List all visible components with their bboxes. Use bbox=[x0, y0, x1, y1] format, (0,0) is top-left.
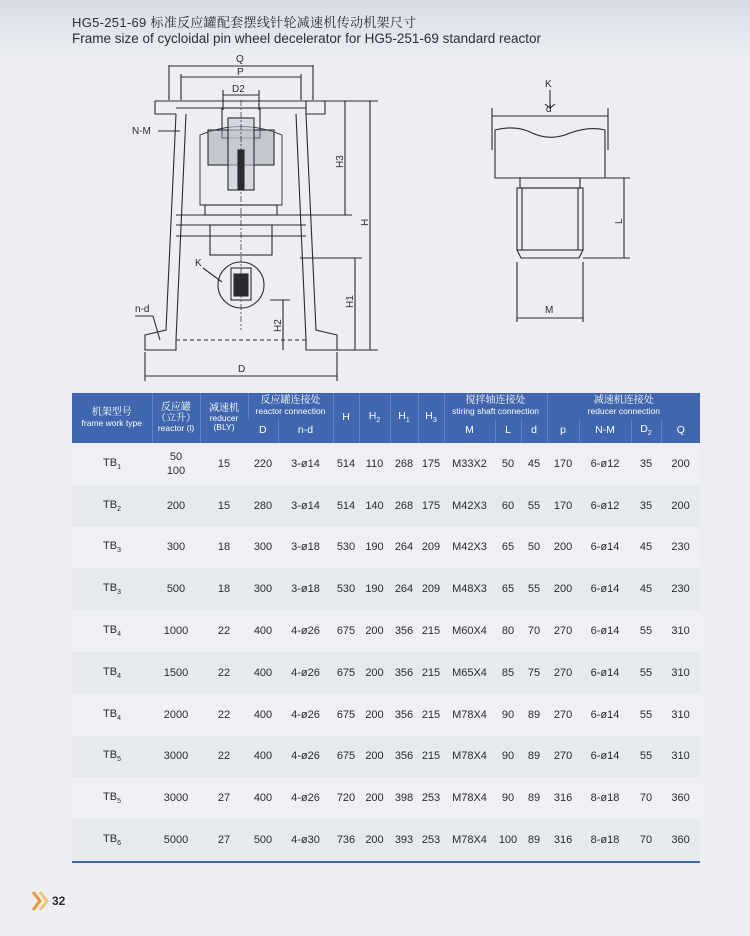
cell-q: 230 bbox=[671, 583, 690, 596]
cell-h1: 264 bbox=[394, 583, 414, 596]
cell-h3: 209 bbox=[421, 583, 441, 596]
cell-nm: 6-ø14 bbox=[590, 666, 620, 679]
label-D: D bbox=[238, 364, 246, 375]
label-K: K bbox=[195, 258, 202, 269]
table-row bbox=[72, 777, 700, 819]
cell-h: 514 bbox=[336, 499, 356, 512]
cell-reducer: 27 bbox=[200, 819, 248, 862]
cell-h2: 200 bbox=[365, 750, 384, 763]
table-row bbox=[72, 443, 700, 485]
cell-nd: 3-ø14 bbox=[291, 499, 320, 512]
header-stirring-shaft: 搅拌轴连接处 stiring shaft connection bbox=[444, 393, 547, 419]
cell-d: 400 bbox=[253, 750, 273, 763]
cell-d: 70 bbox=[527, 625, 541, 638]
cell-type: $TB_5$ bbox=[103, 791, 121, 806]
cell-d2: 55 bbox=[639, 750, 653, 763]
cell-nd: 4-ø26 bbox=[291, 750, 320, 763]
cell-nd: 4-ø26 bbox=[291, 666, 320, 679]
cell-d: 400 bbox=[253, 708, 273, 721]
cell-q: 200 bbox=[671, 499, 690, 512]
cell-h: 675 bbox=[336, 708, 356, 721]
cell-m: M78X4 bbox=[452, 750, 487, 763]
cell-h1: 398 bbox=[394, 792, 414, 805]
table-row bbox=[72, 694, 700, 736]
cell-type: $TB_2$ bbox=[103, 498, 121, 513]
cell-reactor: 1000 bbox=[163, 625, 189, 638]
cell-h3: 215 bbox=[421, 750, 441, 763]
detail-K bbox=[492, 90, 630, 322]
cell-l: 90 bbox=[501, 708, 515, 721]
cell-h3: 175 bbox=[421, 499, 441, 512]
cell-reducer: 15 bbox=[217, 499, 231, 512]
cell-type: $TB_5$ bbox=[103, 749, 121, 764]
cell-d: 220 bbox=[253, 457, 273, 470]
cell-h: 675 bbox=[336, 625, 356, 638]
dimension-table bbox=[72, 393, 700, 863]
cell-p: 270 bbox=[553, 750, 573, 763]
cell-d2: 70 bbox=[639, 792, 653, 805]
cell-l: 90 bbox=[501, 750, 515, 763]
cell-reducer: 22 bbox=[217, 625, 231, 638]
cell-m: M78X4 bbox=[444, 819, 495, 862]
cell-d: 89 bbox=[527, 750, 541, 763]
cell-reactor: 500 bbox=[166, 583, 186, 596]
cell-p: 170 bbox=[553, 499, 573, 512]
cell-nm: 6-ø14 bbox=[590, 541, 620, 554]
cell-m: M48X3 bbox=[452, 583, 487, 596]
cell-d: 400 bbox=[253, 666, 273, 679]
cell-nm: 6-ø12 bbox=[590, 457, 620, 470]
cell-type: $TB_1$ bbox=[103, 456, 121, 471]
header-frame-type: 机架型号 frame work type bbox=[72, 393, 152, 443]
cell-h1: 356 bbox=[394, 750, 414, 763]
cell-h1: 268 bbox=[394, 499, 414, 512]
cell-p: 270 bbox=[553, 708, 573, 721]
cell-h: 530 bbox=[336, 541, 356, 554]
cell-nm: 8-ø18 bbox=[590, 792, 620, 805]
cell-reducer: 18 bbox=[217, 583, 231, 596]
header-NM: N-M bbox=[579, 419, 631, 443]
cell-reducer: 27 bbox=[217, 792, 231, 805]
cell-d2: 70 bbox=[631, 819, 661, 862]
cell-reactor: 3000 bbox=[163, 750, 189, 763]
cell-reducer: 22 bbox=[217, 666, 231, 679]
cell-reducer: 15 bbox=[217, 457, 231, 470]
cell-p: 270 bbox=[553, 666, 573, 679]
header-H1: $H_1$ bbox=[390, 393, 418, 443]
cell-nd: 4-ø26 bbox=[291, 625, 320, 638]
cell-q: 310 bbox=[671, 750, 690, 763]
cell-h2: 200 bbox=[365, 792, 384, 805]
cell-nd: 3-ø18 bbox=[291, 541, 320, 554]
cell-d: 400 bbox=[253, 792, 273, 805]
chevron-right-icon bbox=[31, 890, 51, 912]
cell-d: 280 bbox=[253, 499, 273, 512]
cell-d: 45 bbox=[527, 457, 541, 470]
cell-nm: 8-ø18 bbox=[579, 819, 631, 862]
table-body bbox=[72, 443, 700, 862]
cell-h2: 110 bbox=[365, 457, 384, 470]
label-H3: H3 bbox=[335, 155, 346, 168]
cell-p: 270 bbox=[553, 625, 573, 638]
cell-l: 60 bbox=[501, 499, 515, 512]
cell-d2: 35 bbox=[639, 499, 653, 512]
cell-p: 170 bbox=[553, 457, 573, 470]
header-M: M bbox=[444, 419, 495, 443]
reducer-assembly bbox=[200, 100, 282, 330]
cell-nm: 6-ø12 bbox=[590, 499, 620, 512]
cell-d: 300 bbox=[253, 583, 273, 596]
header-Q: Q bbox=[661, 419, 700, 443]
title-chinese: HG5-251-69 标准反应罐配套摆线针轮减速机传动机架尺寸 bbox=[72, 15, 417, 30]
cell-h3: 209 bbox=[421, 541, 441, 554]
cell-q: 310 bbox=[671, 708, 690, 721]
cell-nd: 4-ø26 bbox=[291, 708, 320, 721]
label-P: P bbox=[237, 67, 244, 78]
cell-h3: 215 bbox=[421, 666, 441, 679]
table-row bbox=[72, 485, 700, 527]
cell-reducer: 18 bbox=[217, 541, 231, 554]
cell-reactor: 2000 bbox=[163, 708, 189, 721]
cell-m: M42X3 bbox=[452, 499, 487, 512]
cell-h1: 393 bbox=[390, 819, 418, 862]
cell-type: $TB_6$ bbox=[72, 819, 152, 862]
cell-p: 200 bbox=[553, 541, 573, 554]
cell-reducer: 22 bbox=[217, 708, 231, 721]
cell-m: M33X2 bbox=[452, 457, 487, 470]
label-H2: H2 bbox=[273, 319, 284, 332]
cell-m: M78X4 bbox=[452, 792, 487, 805]
header-p: p bbox=[547, 419, 579, 443]
cell-type: $TB_4$ bbox=[103, 623, 121, 639]
cell-m: M78X4 bbox=[452, 708, 487, 721]
cell-d2: 55 bbox=[639, 666, 653, 679]
cell-d: 50 bbox=[527, 541, 541, 554]
cell-d2: 45 bbox=[639, 583, 653, 596]
cell-d: 300 bbox=[253, 541, 273, 554]
cell-h1: 356 bbox=[394, 666, 414, 679]
page-number: 32 bbox=[52, 894, 66, 908]
table-row bbox=[72, 652, 700, 694]
cell-h2: 200 bbox=[365, 625, 384, 638]
cell-h: 736 bbox=[333, 819, 359, 862]
cell-h2: 200 bbox=[365, 708, 384, 721]
label-D2: D2 bbox=[232, 84, 245, 95]
cell-nm: 6-ø14 bbox=[590, 708, 620, 721]
cell-d2: 45 bbox=[639, 541, 653, 554]
cell-d: 89 bbox=[527, 708, 541, 721]
cell-nd: 3-ø18 bbox=[291, 583, 320, 596]
cell-q: 200 bbox=[671, 457, 690, 470]
header-reducer-connection: 减速机连接处 reducer connection bbox=[547, 393, 700, 419]
cell-h1: 268 bbox=[394, 457, 414, 470]
cell-reactor: 1500 bbox=[163, 666, 189, 679]
cell-q: 360 bbox=[661, 819, 700, 862]
table-row bbox=[72, 736, 700, 778]
header-d: d bbox=[521, 419, 547, 443]
header-H: H bbox=[333, 393, 359, 443]
header-D2: $D_2$ bbox=[631, 419, 661, 443]
cell-reducer: 22 bbox=[217, 750, 231, 763]
cell-type: $TB_4$ bbox=[103, 707, 121, 722]
cell-q: 310 bbox=[671, 666, 690, 679]
label-L: L bbox=[614, 218, 625, 224]
label-H: H bbox=[360, 218, 371, 226]
cell-type: $TB_4$ bbox=[103, 665, 121, 680]
frame-drawing bbox=[0, 0, 750, 390]
cell-type: $TB_3$ bbox=[103, 582, 121, 597]
label-nd: n-d bbox=[135, 304, 150, 315]
header-D: D bbox=[248, 419, 278, 443]
cell-h3: 253 bbox=[421, 792, 441, 805]
cell-d2: 55 bbox=[639, 708, 653, 721]
cell-h: 530 bbox=[336, 583, 356, 596]
cell-reactor: 200 bbox=[166, 499, 186, 512]
cell-l: 85 bbox=[501, 666, 515, 679]
title-english: Frame size of cycloidal pin wheel decelerator for HG5-251-69 standard reactor bbox=[72, 31, 541, 46]
cell-d: 400 bbox=[253, 625, 273, 638]
cell-nd: 4-ø26 bbox=[291, 792, 320, 805]
cell-h: 720 bbox=[336, 792, 356, 805]
label-M: M bbox=[545, 305, 554, 316]
table-row bbox=[72, 527, 700, 569]
label-Q: Q bbox=[236, 54, 244, 65]
cell-m: M60X4 bbox=[452, 625, 487, 638]
cell-h2: 200 bbox=[365, 666, 384, 679]
cell-q: 230 bbox=[671, 541, 690, 554]
label-H1: H1 bbox=[345, 295, 356, 308]
cell-h3: 215 bbox=[421, 708, 441, 721]
cell-p: 316 bbox=[553, 792, 573, 805]
cell-d2: 55 bbox=[639, 625, 653, 638]
cell-l: 50 bbox=[501, 457, 515, 470]
cell-type: $TB_3$ bbox=[103, 540, 121, 555]
cell-h: 675 bbox=[336, 666, 356, 679]
table-row bbox=[72, 568, 700, 610]
cell-nm: 6-ø14 bbox=[590, 750, 620, 763]
cell-h2: 190 bbox=[365, 541, 384, 554]
cell-d: 75 bbox=[527, 666, 541, 679]
cell-nm: 6-ø14 bbox=[590, 583, 620, 596]
cell-d: 89 bbox=[527, 792, 541, 805]
cell-d2: 35 bbox=[639, 457, 653, 470]
cell-nd: 3-ø14 bbox=[291, 457, 320, 470]
cell-h: 675 bbox=[336, 750, 356, 763]
cell-h3: 253 bbox=[418, 819, 444, 862]
label-NM: N-M bbox=[132, 126, 151, 137]
label-detail-K: K bbox=[545, 79, 552, 90]
cell-l: 100 bbox=[495, 819, 521, 862]
cell-l: 90 bbox=[501, 792, 515, 805]
cell-l: 80 bbox=[501, 625, 515, 638]
cell-h1: 264 bbox=[394, 541, 414, 554]
cell-h2: 140 bbox=[365, 499, 384, 512]
cell-h: 514 bbox=[336, 457, 356, 470]
cell-h2: 200 bbox=[359, 819, 390, 862]
cell-reactor: 3000 bbox=[163, 792, 189, 805]
header-L: L bbox=[495, 419, 521, 443]
cell-reactor: 50 100 bbox=[166, 450, 186, 477]
cell-nd: 4-ø30 bbox=[278, 819, 333, 862]
cell-h1: 356 bbox=[394, 625, 414, 638]
table-row bbox=[72, 819, 700, 862]
header-H3: $H_3$ bbox=[418, 393, 444, 443]
header-H2: $H_2$ bbox=[359, 393, 390, 443]
cell-d: 89 bbox=[521, 819, 547, 862]
cell-l: 65 bbox=[501, 541, 515, 554]
cell-d: 55 bbox=[527, 499, 541, 512]
cell-d: 55 bbox=[527, 583, 541, 596]
cell-m: M42X3 bbox=[452, 541, 487, 554]
cell-h3: 175 bbox=[421, 457, 441, 470]
cell-p: 316 bbox=[547, 819, 579, 862]
dimension-table-wrap bbox=[72, 393, 700, 863]
cell-reactor: 300 bbox=[166, 541, 186, 554]
header-nd: n-d bbox=[278, 419, 333, 443]
header-reactor-connection: 反应罐连接处 reactor connection bbox=[248, 393, 333, 419]
cell-m: M65X4 bbox=[452, 666, 487, 679]
label-d: d bbox=[546, 104, 552, 115]
cell-reactor: 5000 bbox=[152, 819, 200, 862]
header-reactor: 反应罐 （立升） reactor (l) bbox=[152, 393, 200, 443]
cell-d: 500 bbox=[248, 819, 278, 862]
cell-nm: 6-ø14 bbox=[590, 625, 620, 638]
header-reducer: 减速机 reducer (BLY) bbox=[200, 393, 248, 443]
cell-h1: 356 bbox=[394, 708, 414, 721]
cell-h2: 190 bbox=[365, 583, 384, 596]
cell-l: 65 bbox=[501, 583, 515, 596]
cell-q: 310 bbox=[671, 625, 690, 638]
table-row bbox=[72, 610, 700, 652]
cell-q: 360 bbox=[671, 792, 690, 805]
cell-h3: 215 bbox=[421, 625, 441, 638]
cell-p: 200 bbox=[553, 583, 573, 596]
